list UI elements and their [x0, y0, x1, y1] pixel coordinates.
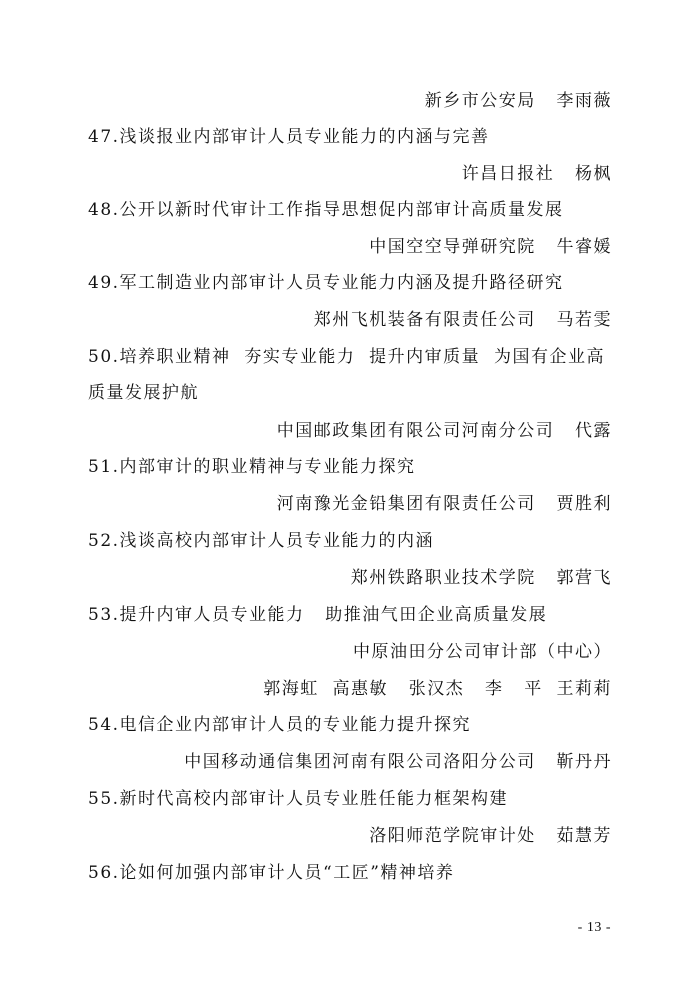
paper-title-48: 48.公开以新时代审计工作指导思想促内部审计高质量发展: [88, 200, 564, 220]
author-line-47: 许昌日报社 杨枫: [461, 164, 612, 184]
author-line-48: 中国空空导弹研究院 牛睿媛: [369, 237, 612, 257]
paper-title-47: 47.浅谈报业内部审计人员专业能力的内涵与完善: [88, 127, 490, 147]
author-line-49: 郑州飞机装备有限责任公司 马若雯: [313, 310, 612, 330]
page-number: - 13 -: [577, 920, 611, 935]
paper-title-54: 54.电信企业内部审计人员的专业能力提升探究: [88, 715, 472, 735]
author-line-52: 郑州铁路职业技术学院 郭营飞: [350, 568, 612, 588]
paper-title-49: 49.军工制造业内部审计人员专业能力内涵及提升路径研究: [88, 273, 564, 293]
author-line-54: 中国移动通信集团河南有限公司洛阳分公司 靳丹丹: [184, 752, 612, 772]
author-line-46: 新乡市公安局 李雨薇: [424, 91, 612, 111]
author-line-55: 洛阳师范学院审计处 茹慧芳: [369, 826, 612, 846]
author-line-50: 中国邮政集团有限公司河南分公司 代露: [276, 421, 612, 441]
author-org-53: 中原油田分公司审计部（中心）: [353, 642, 612, 662]
paper-title-55: 55.新时代高校内部审计人员专业胜任能力框架构建: [88, 789, 509, 809]
paper-title-50-continued: 质量发展护航: [88, 383, 199, 403]
paper-title-56: 56.论如何加强内部审计人员“工匠”精神培养: [88, 863, 455, 883]
author-names-53: 郭海虹 高惠敏 张汉杰 李 平 王莉莉: [263, 679, 612, 699]
paper-title-50: 50.培养职业精神 夯实专业能力 提升内审质量 为国有企业高: [88, 347, 605, 367]
paper-title-53: 53.提升内审人员专业能力 助推油气田企业高质量发展: [88, 605, 548, 625]
paper-title-51: 51.内部审计的职业精神与专业能力探究: [88, 457, 416, 477]
author-line-51: 河南豫光金铅集团有限责任公司 贾胜利: [276, 494, 612, 514]
paper-title-52: 52.浅谈高校内部审计人员专业能力的内涵: [88, 531, 435, 551]
